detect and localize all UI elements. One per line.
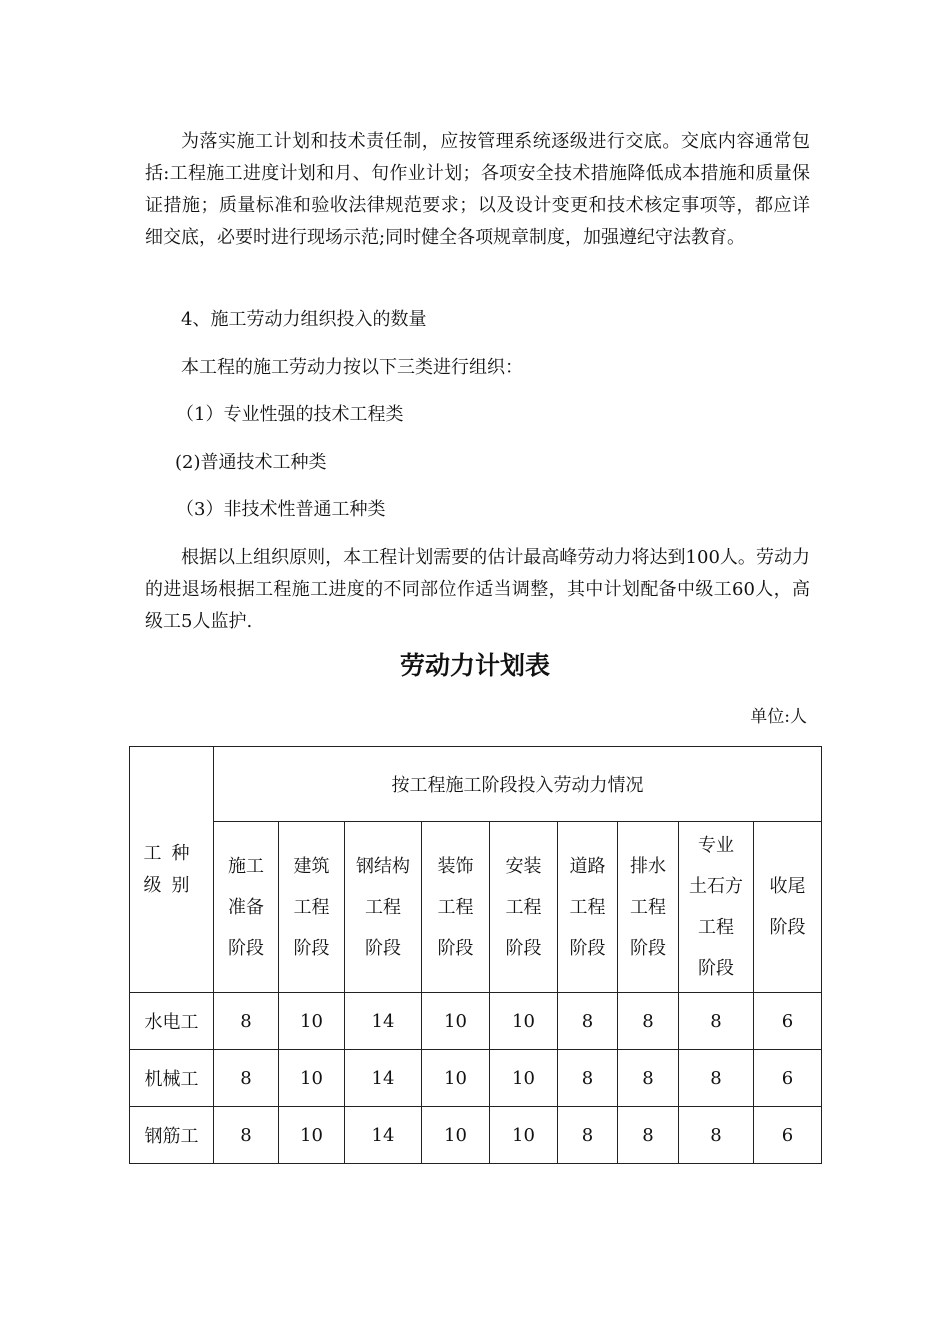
- table-cell: 8: [214, 1050, 279, 1107]
- table-unit: 单位:人: [750, 707, 807, 727]
- column-header-line: 道路: [569, 855, 606, 877]
- table-cell: 10: [279, 1050, 345, 1107]
- column-header-line: 阶段: [505, 937, 542, 959]
- table-cell: 6: [754, 1107, 822, 1164]
- column-header: [618, 822, 679, 993]
- table-row: [130, 993, 822, 1050]
- column-header: [214, 822, 279, 993]
- table-row: [130, 1050, 822, 1107]
- table-cell: 8: [214, 993, 279, 1050]
- column-header: [679, 822, 754, 993]
- table-cell: 10: [490, 993, 558, 1050]
- column-header-line: 阶段: [569, 937, 606, 959]
- table-cell: 8: [618, 993, 679, 1050]
- column-header-line: 安装: [505, 855, 542, 877]
- column-header-line: 准备: [228, 896, 264, 918]
- column-header-line: 排水: [630, 855, 666, 877]
- column-header-line: 装饰: [437, 855, 474, 877]
- table-cell: 6: [754, 993, 822, 1050]
- column-header-line: 工程: [630, 896, 666, 918]
- list-item-2: (2)普通技术工种类: [175, 452, 327, 473]
- column-header-line: 工程: [698, 917, 734, 938]
- column-header-line: 工程: [569, 896, 606, 918]
- paragraph-handover: 为落实施工计划和技术责任制，应按管理系统逐级进行交底。交底内容通常包括:工程施工进度计划和月、旬作业计划；各项安全技术措施降低成本措施和质量保证措施；质量标准和验收法律规范要求；以及设计变更和技术核定事项等，都应详细交底，必要时进行现场示范;同时健全各项规章制度，加强遵纪守法教育。: [145, 131, 810, 248]
- column-header-line: 土石方: [689, 876, 743, 897]
- table-cell: 8: [618, 1050, 679, 1107]
- table-cell: 14: [345, 1050, 422, 1107]
- column-header-line: 钢结构: [356, 855, 410, 877]
- column-header-line: 阶段: [365, 937, 401, 959]
- column-header-line: 工程: [437, 896, 474, 918]
- column-header-line: 阶段: [769, 917, 806, 938]
- table-cell: 8: [558, 1050, 618, 1107]
- table-cell: 10: [422, 993, 490, 1050]
- column-header: [490, 822, 558, 993]
- corner-line-2: 级别: [143, 874, 200, 896]
- table-cell: 10: [422, 1107, 490, 1164]
- trade-name: 钢筋工: [130, 1107, 214, 1164]
- column-header: [279, 822, 345, 993]
- table-row: [130, 1107, 822, 1164]
- column-header-line: 阶段: [698, 958, 734, 979]
- section-heading-4: 4、施工劳动力组织投入的数量: [181, 309, 427, 330]
- table-cell: 8: [558, 993, 618, 1050]
- list-item-3: （3）非技术性普通工种类: [176, 499, 386, 520]
- corner-cell: [130, 747, 214, 993]
- table-cell: 10: [422, 1050, 490, 1107]
- table-cell: 8: [679, 1107, 754, 1164]
- group-header: 按工程施工阶段投入劳动力情况: [214, 747, 822, 822]
- table-cell: 10: [279, 993, 345, 1050]
- column-header: [422, 822, 490, 993]
- column-header-line: 收尾: [769, 876, 806, 897]
- list-item-1: （1）专业性强的技术工程类: [176, 404, 404, 425]
- table-cell: 8: [558, 1107, 618, 1164]
- column-header-line: 工程: [505, 896, 542, 918]
- column-header: [345, 822, 422, 993]
- paragraph-intro: 本工程的施工劳动力按以下三类进行组织：: [181, 357, 523, 378]
- paragraph-peak-labor: 根据以上组织原则，本工程计划需要的估计最高峰劳动力将达到100人。劳动力的进退场根据工程施工进度的不同部位作适当调整，其中计划配备中级工60人，高级工5人监护.: [145, 547, 810, 632]
- trade-name: 水电工: [130, 993, 214, 1050]
- corner-line-1: 工种: [143, 842, 200, 864]
- table-header-row-1: [130, 747, 822, 822]
- column-header-line: 工程: [365, 896, 401, 918]
- table-header-row-2: [130, 822, 822, 993]
- table-cell: 8: [618, 1107, 679, 1164]
- table-cell: 14: [345, 993, 422, 1050]
- column-header-line: 工程: [293, 896, 330, 918]
- table-title: 劳动力计划表: [399, 651, 550, 680]
- column-header: [754, 822, 822, 993]
- table-cell: 10: [279, 1107, 345, 1164]
- table-cell: 10: [490, 1050, 558, 1107]
- column-header-line: 阶段: [228, 937, 264, 959]
- table-cell: 6: [754, 1050, 822, 1107]
- column-header-line: 阶段: [437, 937, 474, 959]
- table-cell: 14: [345, 1107, 422, 1164]
- column-header-line: 专业: [698, 835, 734, 856]
- column-header: [558, 822, 618, 993]
- table-cell: 8: [679, 993, 754, 1050]
- table-cell: 8: [679, 1050, 754, 1107]
- labor-plan-table: [129, 746, 822, 1164]
- column-header-line: 施工: [228, 855, 264, 877]
- table-cell: 8: [214, 1107, 279, 1164]
- trade-name: 机械工: [130, 1050, 214, 1107]
- column-header-line: 阶段: [293, 937, 330, 959]
- column-header-line: 建筑: [293, 855, 330, 877]
- table-cell: 10: [490, 1107, 558, 1164]
- column-header-line: 阶段: [630, 937, 666, 959]
